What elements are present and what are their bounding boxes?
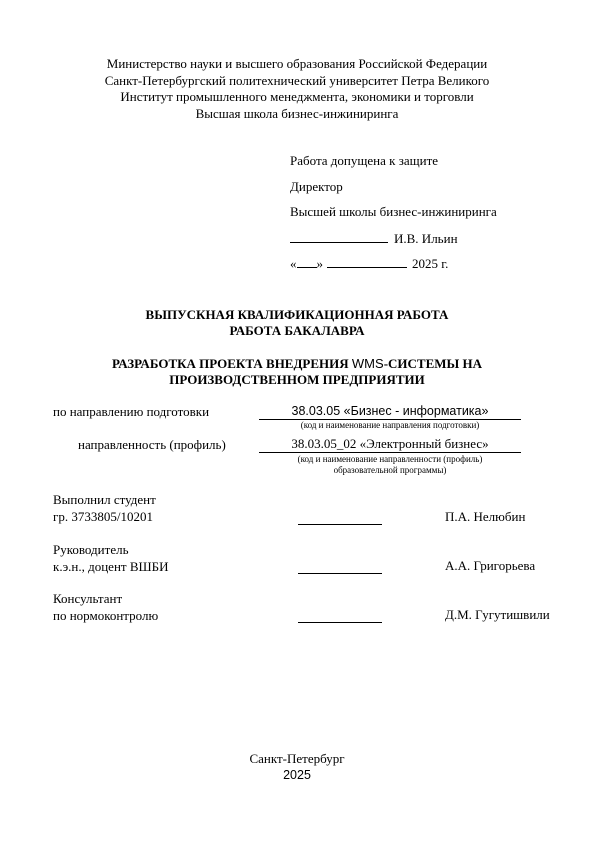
- work-type-line1: ВЫПУСКНАЯ КВАЛИФИКАЦИОННАЯ РАБОТА: [145, 307, 449, 322]
- university-line: Санкт-Петербургский политехнический университет Петра Великого: [104, 72, 490, 88]
- direction-note: (код и наименование направления подготовки): [300, 420, 480, 430]
- director-signature-line: [290, 230, 388, 243]
- ministry-line: Министерство науки и высшего образования Российской Федерации: [106, 56, 488, 71]
- student-signature-line: [298, 523, 382, 525]
- student-role: Выполнил студент: [53, 492, 156, 507]
- work-type-line2: РАБОТА БАКАЛАВРА: [229, 323, 365, 338]
- student-group: гр. 3733805/10201: [53, 508, 153, 524]
- institution-header: [0, 56, 594, 122]
- footer-city: Санкт-Петербург: [249, 751, 345, 766]
- profile-label: направленность (профиль): [78, 437, 226, 452]
- consultant-area: по нормоконтролю: [53, 607, 159, 623]
- approval-line-admitted: Работа допущена к защите: [290, 153, 439, 168]
- school-line: Высшая школа бизнес-инжиниринга: [195, 105, 399, 121]
- profile-note: [259, 454, 521, 476]
- student-label: [53, 492, 156, 525]
- supervisor-label: [53, 542, 168, 575]
- date-open-quote: «: [290, 256, 297, 271]
- topic-line1-part2: -СИСТЕМЫ НА: [383, 356, 483, 371]
- city-year-footer: [0, 751, 594, 783]
- direction-value: 38.03.05 «Бизнес - информатика»: [259, 403, 521, 420]
- footer-year: 2025: [283, 768, 311, 782]
- date-month-blank: [327, 255, 407, 268]
- director-signature-row: [290, 230, 580, 256]
- approval-date-row: [290, 255, 580, 281]
- approval-line-school: Высшей школы бизнес-инжиниринга: [290, 204, 497, 219]
- thesis-topic: [0, 356, 594, 388]
- profile-note-line2: образовательной программы): [333, 465, 447, 475]
- date-day-blank: [297, 255, 317, 268]
- institute-line: Институт промышленного менеджмента, экономики и торговли: [120, 89, 474, 104]
- consultant-signature-line: [298, 621, 382, 623]
- consultant-label: [53, 591, 158, 624]
- approval-line-director: Директор: [290, 178, 343, 194]
- profile-value: 38.03.05_02 «Электронный бизнес»: [259, 436, 521, 453]
- supervisor-signature-line: [298, 572, 382, 574]
- topic-wms: WMS: [351, 356, 384, 371]
- date-year: 2025 г.: [412, 256, 449, 271]
- supervisor-role: Руководитель: [53, 542, 129, 557]
- director-name: И.В. Ильин: [394, 230, 458, 246]
- topic-line2: ПРОИЗВОДСТВЕННОМ ПРЕДПРИЯТИИ: [169, 372, 425, 387]
- work-type-title: [0, 307, 594, 339]
- topic-line1-part1: РАЗРАБОТКА ПРОЕКТА ВНЕДРЕНИЯ: [111, 356, 352, 371]
- date-close-quote: »: [316, 256, 323, 271]
- student-name: П.А. Нелюбин: [445, 509, 526, 524]
- supervisor-name: А.А. Григорьева: [445, 558, 536, 573]
- consultant-name: Д.М. Гугутишвили: [445, 607, 550, 622]
- approval-block: [290, 153, 580, 281]
- direction-label: по направлению подготовки: [53, 404, 210, 419]
- supervisor-position: к.э.н., доцент ВШБИ: [53, 558, 169, 574]
- topic-line1: [0, 356, 594, 372]
- profile-note-line1: (код и наименование направленности (профиль): [297, 454, 483, 464]
- consultant-role: Консультант: [53, 591, 123, 606]
